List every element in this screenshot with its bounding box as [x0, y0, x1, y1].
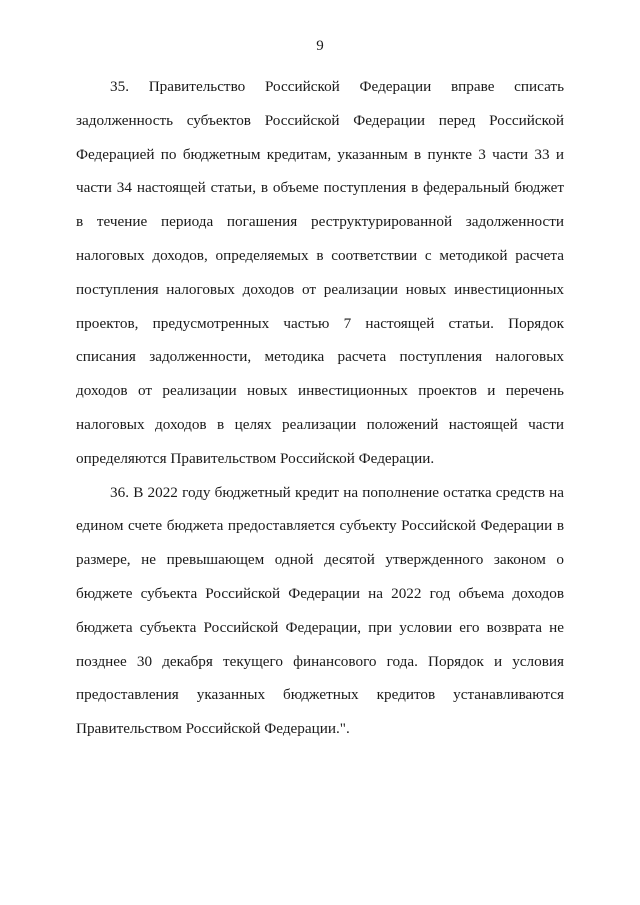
paragraph-36: 36. В 2022 году бюджетный кредит на пополнение остатка средств на едином счете бюджета предоставляется субъекту Российской Федерации в размере, не превышающем одной десятой утвержденного законом о бюджете субъекта Российской Федерации на 2022 год объема доходов бюджета субъекта Российской Федерации, при условии его возврата не позднее 30 декабря текущего финансового года. Порядок и условия предоставления указанных бюджетных кредитов устанавливаются Правительством Российской Федерации.". [76, 483, 564, 738]
document-body [76, 70, 564, 746]
page-number: 9 [316, 38, 324, 54]
paragraph-35: 35. Правительство Российской Федерации вправе списать задолженность субъектов Российской Федерации перед Российской Федерацией по бюджетным кредитам, указанным в пункте 3 части 33 и части 34 настоящей статьи, в объеме поступления в федеральный бюджет в течение периода погашения реструктурированной задолженности налоговых доходов, определяемых в соответствии с методикой расчета поступления налоговых доходов от реализации новых инвестиционных проектов, предусмотренных частью 7 настоящей статьи. Порядок списания задолженности, методика расчета поступления налоговых доходов от реализации новых инвестиционных проектов и перечень налоговых доходов в целях реализации положений настоящей части определяются Правительством Российской Федерации. [76, 78, 564, 467]
